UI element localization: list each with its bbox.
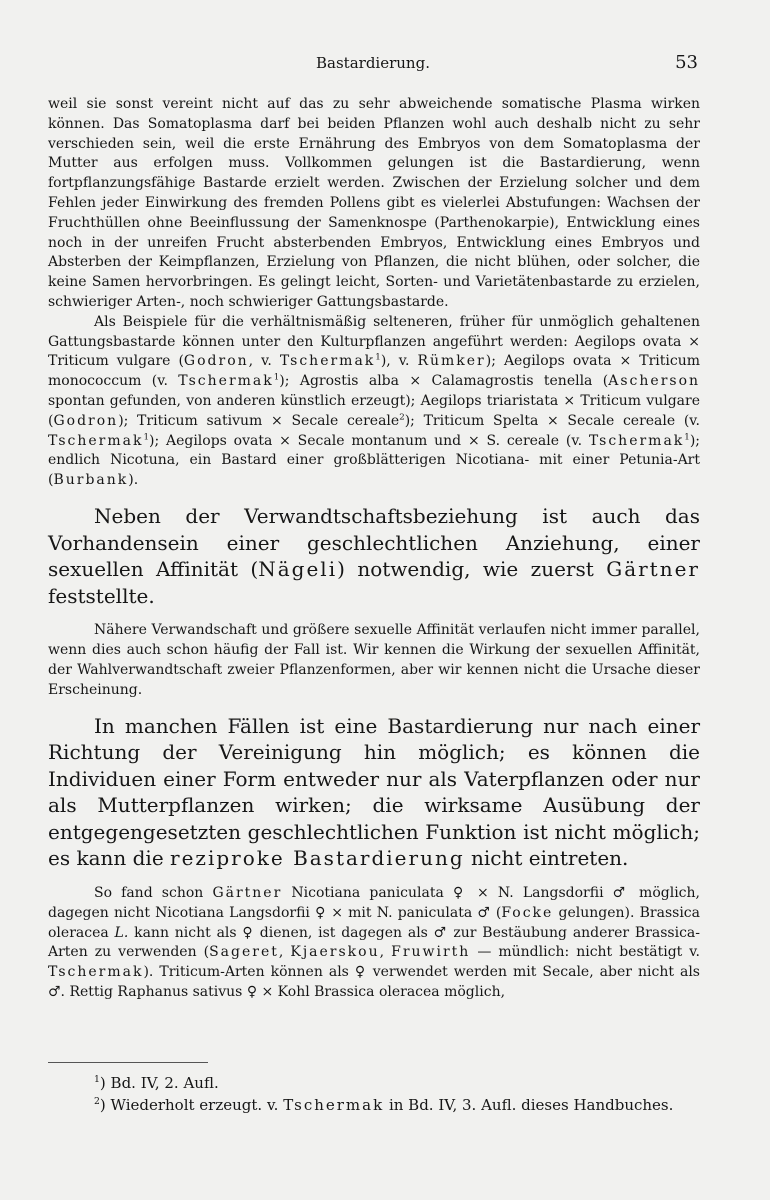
text-run: , bbox=[278, 944, 291, 961]
text-run: , v. bbox=[248, 353, 280, 370]
footnote-divider bbox=[48, 1062, 208, 1063]
text-run: ) Wiederholt erzeugt. v. bbox=[99, 1096, 284, 1114]
text-run: feststellte. bbox=[48, 583, 155, 608]
text-run: Als Beispiele für die verhältnismäßig selteneren, früher für unmöglich gehaltenen Gattungsbastarde können unter den Kulturpflanzen angeführt werden: Aegilops ovata × Triticum vulgare ( bbox=[48, 313, 700, 370]
footnote-marker: 1 bbox=[94, 1074, 100, 1085]
text-run: weil sie sonst vereint nicht auf das zu sehr abweichende somatische Plasma wirken können. Das Somatoplasma darf bei beiden Pflanzen wohl auch deshalb nicht zu sehr verschieden sein, weil die erste Ernährung des Embryos von dem Somatoplasma der Mutter aus erfolgen muss. Vollkommen gelungen ist die Bastardierung, wenn fortpflanzungsfähige Bastarde erzielt werden. Zwischen der Erzielung solcher und dem Fehlen jeder Einwirkung des fremden Pollens gibt es vielerlei Abstufungen: Wachsen der Fruchthüllen ohne Beeinflussung der Samenknospe (Parthenokarpie), Entwicklung eines noch in der unreifen Frucht absterbenden Embryos, Entwicklung eines Embryos und Absterben der Keimpflanzen, Erzielung von Pflanzen, die nicht blühen, oder solcher, die keine Samen hervorbringen. Es gelingt leicht, Sorten- und Varietätenbastarde zu erzielen, schwieriger Arten-, noch schwieriger Gattungsbastarde. bbox=[48, 96, 700, 310]
footnote-marker: 1 bbox=[684, 431, 690, 442]
page-body bbox=[48, 95, 700, 1003]
paragraph bbox=[48, 503, 700, 609]
spaced-name: Sageret bbox=[209, 944, 279, 961]
paragraph bbox=[48, 713, 700, 873]
spaced-name: Burbank bbox=[53, 472, 129, 489]
spaced-name: Tschermak bbox=[48, 964, 144, 981]
spaced-name: Godron bbox=[53, 412, 119, 429]
text-run: ). Triticum-Arten können als ♀ verwendet werden mit Secale, aber nicht als ♂. Rettig Raphanus sativus ♀ × Kohl Brassica oleracea möglich, bbox=[48, 964, 700, 1001]
text-run: L. bbox=[114, 924, 129, 941]
text-run: in Bd. IV, 3. Aufl. dieses Handbuches. bbox=[384, 1096, 674, 1114]
spaced-name: Ascherson bbox=[608, 373, 701, 390]
footnote-marker: 2 bbox=[399, 412, 405, 423]
text-run: ) notwendig, wie zuerst bbox=[337, 557, 607, 582]
spaced-name: reziproke Bastardierung bbox=[170, 846, 465, 871]
spaced-name: Nägeli bbox=[258, 557, 338, 582]
text-run: , bbox=[379, 944, 392, 961]
text-run: Neben der Verwandtschaftsbeziehung ist auch das Vorhandensein einer geschlechtlichen Anziehung, einer sexuellen Affinität ( bbox=[48, 503, 700, 582]
running-title: Bastardierung. bbox=[316, 54, 430, 72]
spaced-name: Godron bbox=[183, 353, 249, 370]
footnote bbox=[48, 1072, 700, 1094]
spaced-name: Kjaerskou bbox=[290, 944, 380, 961]
spaced-name: Focke bbox=[501, 904, 554, 921]
page-header bbox=[48, 50, 698, 80]
footnotes bbox=[48, 1072, 700, 1116]
spaced-name: Tschermak bbox=[588, 432, 685, 449]
spaced-name: Fruwirth bbox=[391, 944, 471, 961]
text-run: gelungen). Brassica oleracea bbox=[48, 904, 700, 941]
footnote-marker: 2 bbox=[94, 1096, 100, 1107]
paragraph bbox=[48, 313, 700, 491]
text-run: spontan gefunden, von anderen künstlich erzeugt); Aegilops triaristata × Triticum vulgare ( bbox=[48, 392, 700, 429]
text-run: In manchen Fällen ist eine Bastardierung nur nach einer Richtung der Vereinigung hin möglich; es können die Individuen einer Form entweder nur als Vaterpflanzen oder nur als Mutterpflanzen wirken; die wirksame Ausübung der entgegengesetzten geschlechtlichen Funktion ist nicht möglich; es kann die bbox=[48, 713, 700, 871]
text-run: kann nicht als ♀ dienen, ist dagegen als ♂ zur Bestäubung anderer Brassica-Arten zu verwenden ( bbox=[48, 924, 701, 961]
spaced-name: Tschermak bbox=[279, 353, 376, 370]
footnote-marker: 1 bbox=[143, 431, 149, 442]
footnote-marker: 1 bbox=[375, 352, 381, 363]
spaced-name: Gärtner bbox=[606, 557, 700, 582]
footnote-marker: 1 bbox=[273, 372, 280, 383]
paragraph bbox=[48, 884, 700, 1003]
spaced-name: Tschermak bbox=[178, 373, 274, 390]
text-run: nicht eintreten. bbox=[464, 846, 629, 871]
text-run: ); Triticum Spelta × Secale cereale (v. bbox=[404, 412, 701, 429]
text-run: ); Aegilops ovata × Secale montanum und × S. cereale (v. bbox=[148, 432, 589, 449]
footnote bbox=[48, 1094, 700, 1116]
text-run: ), v. bbox=[380, 353, 418, 370]
page-number: 53 bbox=[675, 52, 698, 73]
paragraph bbox=[48, 621, 700, 700]
spaced-name: Tschermak bbox=[48, 432, 144, 449]
text-run: ); Triticum sativum × Secale cereale bbox=[118, 412, 400, 429]
spaced-name: Gärtner bbox=[212, 885, 283, 902]
text-run: — mündlich: nicht bestätigt v. bbox=[470, 944, 701, 961]
text-run: ) Bd. IV, 2. Aufl. bbox=[99, 1074, 219, 1092]
text-run: Nähere Verwandschaft und größere sexuelle Affinität verlaufen nicht immer parallel, wenn dies auch schon häufig der Fall ist. Wir kennen die Wirkung der sexuellen Affinität, der Wahlverwandtschaft zweier Pflanzenformen, aber wir kennen nicht die Ursache dieser Erscheinung. bbox=[48, 622, 700, 698]
text-run: ). bbox=[128, 472, 139, 489]
spaced-name: Tschermak bbox=[283, 1096, 385, 1114]
text-run: ); endlich Nicotuna, ein Bastard einer großblätterigen Nicotiana- mit einer Petunia-Art ( bbox=[48, 432, 700, 489]
spaced-name: Rümker bbox=[417, 353, 486, 370]
text-run: ); Aegilops ovata × Triticum monococcum (v. bbox=[48, 353, 700, 390]
paragraph bbox=[48, 95, 700, 313]
text-run: Nicotiana paniculata ♀ × N. Langsdorfii ♂ möglich, dagegen nicht Nicotiana Langsdorfii ♀ × mit N. paniculata ♂ ( bbox=[48, 885, 700, 921]
text-run: So fand schon bbox=[94, 885, 213, 902]
text-run: ); Agrostis alba × Calamagrostis tenella ( bbox=[279, 373, 609, 390]
